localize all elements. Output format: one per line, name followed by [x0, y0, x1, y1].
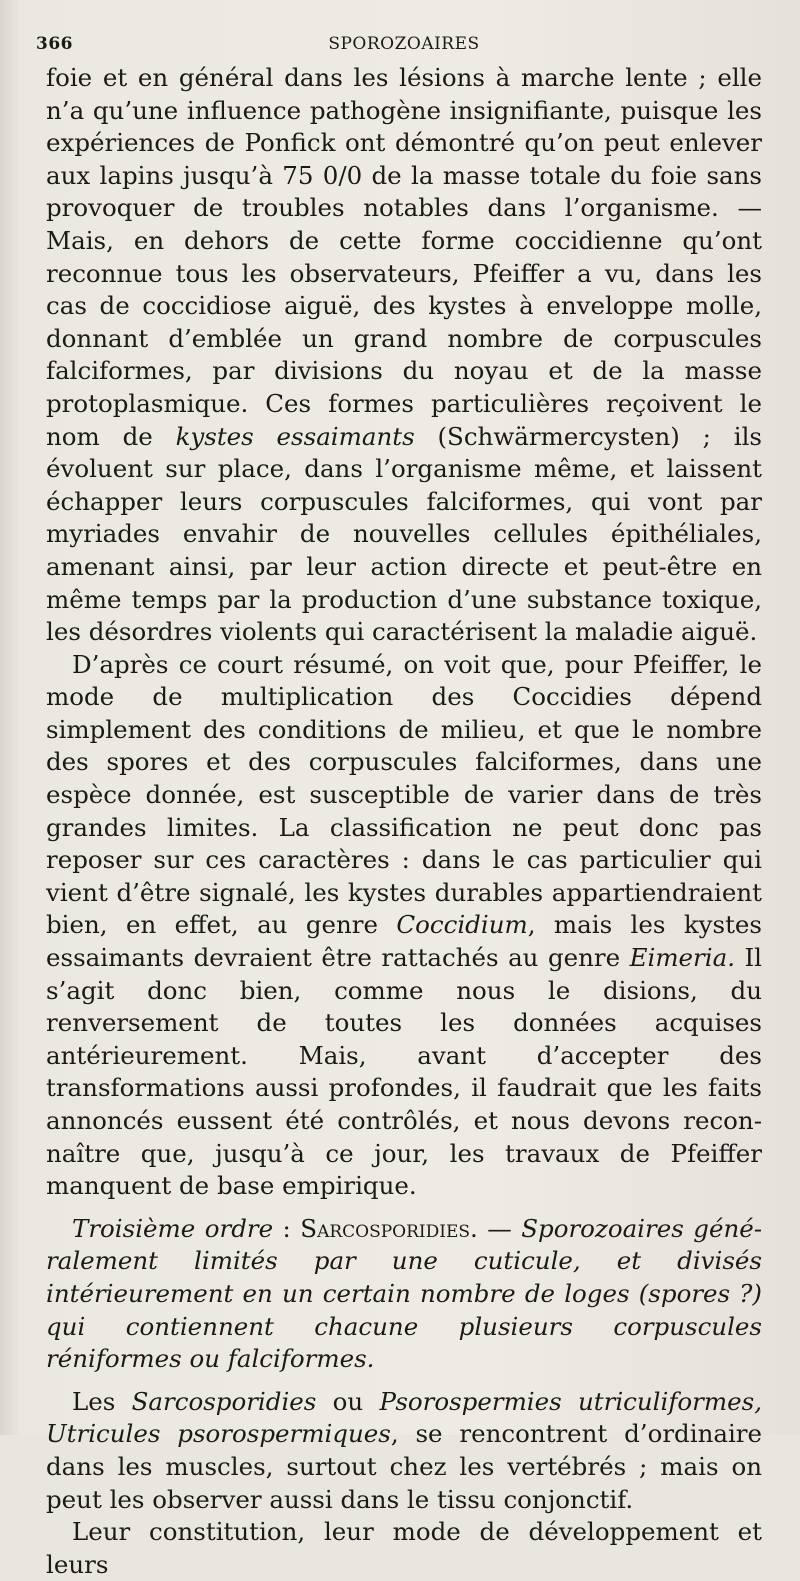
text-run: D’après ce court résumé, on voit que, pour Pfeiffer, le mode de multiplication des Coccidies dépend simplement des conditions de milieu, et que le nombre des spores et des corpuscules falciformes, dans une espèce donnée, est susceptible de varier dans de très grandes limites. La classification ne peut donc pas reposer sur ces caractères : dans le cas particulier qui vient d’être signalé, les kystes durables appartiendraient bien, en effet, au genre: [46, 649, 762, 940]
italic-term: Eimeria.: [629, 943, 735, 973]
text-run: :: [273, 1213, 301, 1243]
text-run: Il s’agit donc bien, comme nous le disions, du renversement de toutes les données acquises antérieurement. Mais, avant d’accepter des transformations aussi profondes, il faudrait que les faits annoncés eussent été contrôlés, et nous devons reconnaître que, jusqu’à ce jour, les travaux de Pfeiffer manquent de base empirique.: [46, 943, 762, 1201]
page-number: 366: [36, 34, 73, 54]
italic-term: Troisième ordre: [72, 1213, 274, 1243]
text-run: —: [477, 1213, 522, 1243]
paragraph-continuation: [46, 62, 762, 649]
italic-term: Sarcosporidies: [131, 1386, 317, 1416]
body-text: [46, 62, 762, 1581]
text-run: foie et en général dans les lésions à marche lente ; elle n’a qu’une influence pathogène insignifiante, puisque les expériences de Ponfick ont démontré qu’on peut enlever aux lapins jusqu’à 75 0/0 de la masse totale du foie sans provoquer de troubles notables dans l’organisme. — Mais, en dehors de cette forme coccidienne qu’ont reconnue tous les observateurs, Pfeiffer a vu, dans les cas de coccidiose aiguë, des kystes à enveloppe molle, donnant d’emblée un grand nombre de corpuscules falciformes, par divisions du noyau et de la masse protoplasmique. Ces formes particulières reçoivent le nom de: [46, 63, 762, 451]
italic-term: Coccidium: [396, 910, 528, 940]
text-run: Leur constitution, leur mode de développement et leurs: [46, 1517, 762, 1579]
text-run: , mais les kystes essaimants devraient être rattachés au genre: [46, 910, 763, 973]
paragraph-constitution: [46, 1516, 762, 1581]
section-heading-third-order: [46, 1213, 762, 1376]
italic-definition: Sporozoaires généralement limités par une cuticule, et divisés intérieurement en un certain nombre de loges (spores ?) qui contiennent chacune plusieurs corpuscules réniformes ou falciformes.: [46, 1213, 762, 1374]
paragraph-pfeiffer-summary: [46, 649, 762, 1203]
italic-term: Psorospermies utriculiformes, Utricules psorospermiques: [46, 1386, 762, 1449]
running-head: [36, 30, 762, 62]
text-run: ou: [316, 1386, 380, 1416]
small-caps-term: Sarcosporidies.: [300, 1213, 478, 1243]
italic-term: kystes essaimants: [175, 421, 415, 451]
running-title: SPOROZOAIRES: [328, 34, 480, 54]
text-run: , se rencontrent d’ordinaire dans les muscles, surtout chez les vertébrés ; mais on peut les observer aussi dans le tissu conjonctif.: [46, 1419, 762, 1514]
paragraph-sarcosporidies: [46, 1386, 762, 1516]
text-run: Les: [72, 1386, 132, 1416]
text-run: (Schwärmercysten) ; ils évoluent sur place, dans l’organisme même, et laissent échapper leurs corpuscules falciformes, qui vont par myriades envahir de nouvelles cellules épithéliales, amenant ainsi, par leur action directe et peut-être en même temps par la production d’une substance toxique, les désordres violents qui caractérisent la maladie aiguë.: [46, 421, 762, 647]
